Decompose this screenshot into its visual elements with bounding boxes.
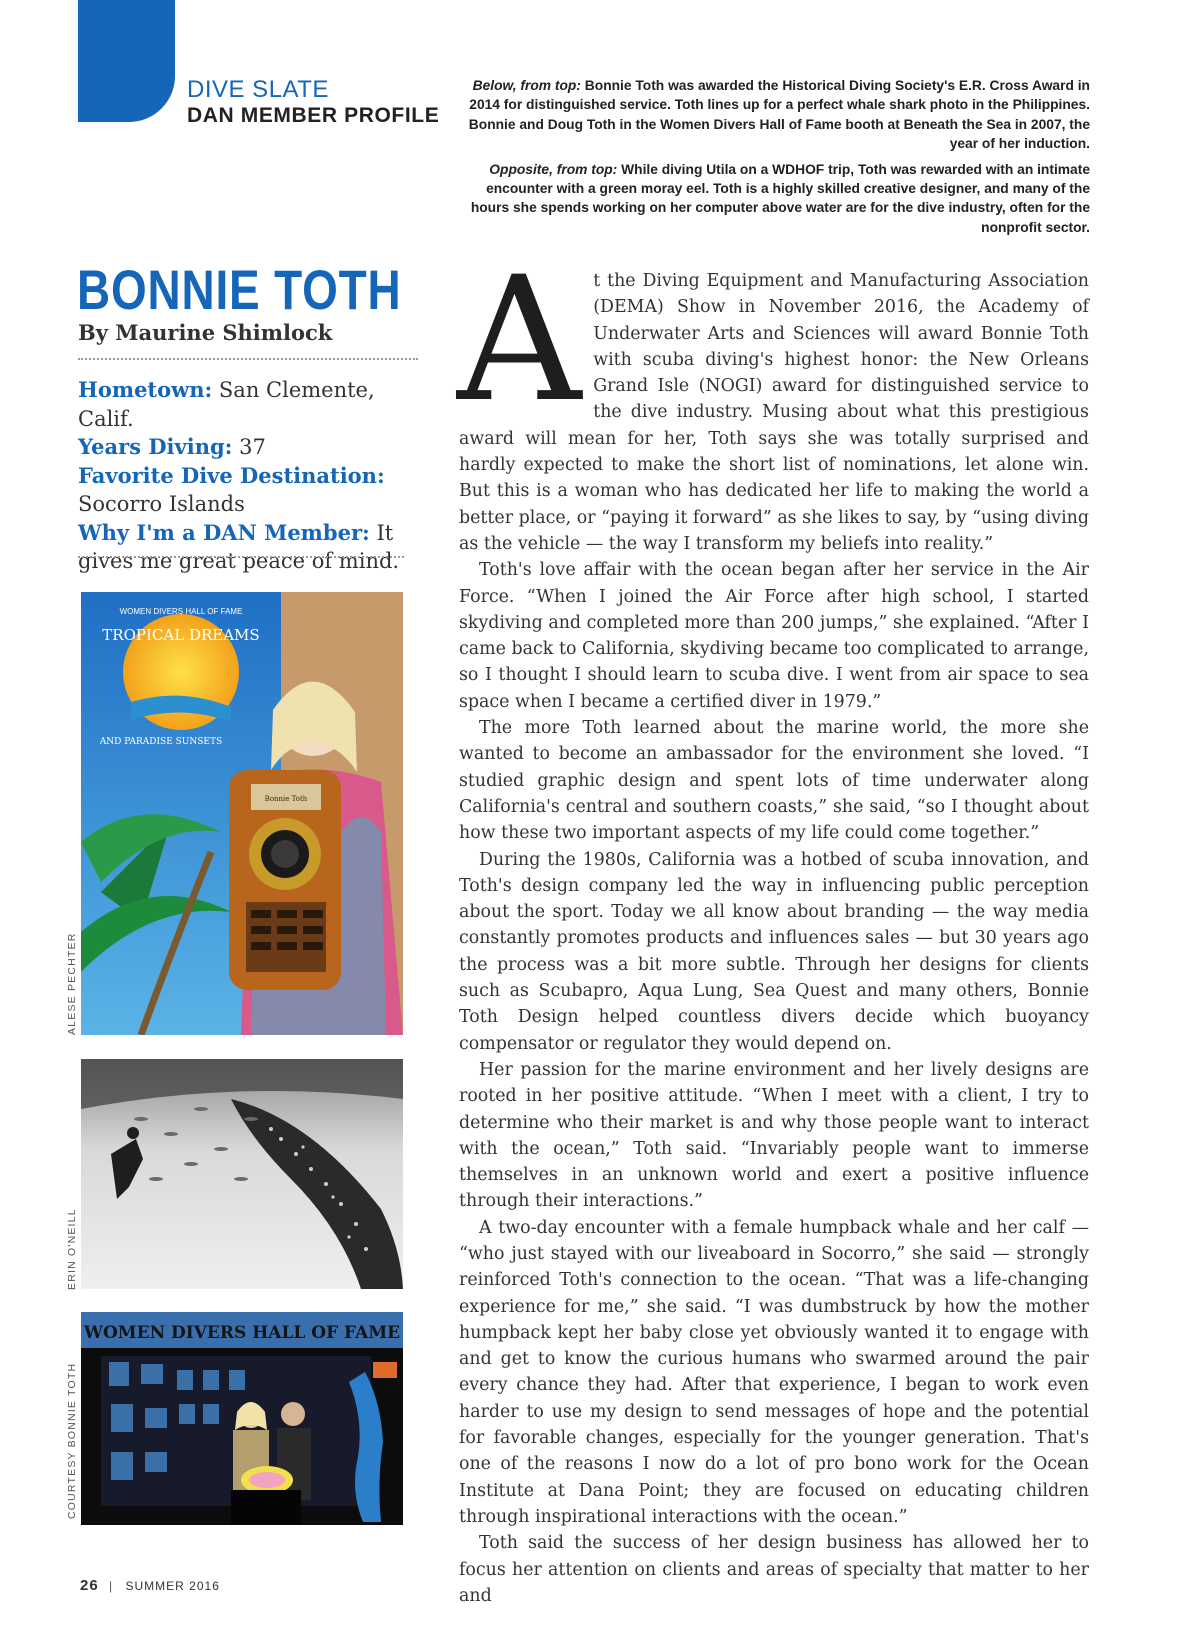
article-paragraph: During the 1980s, California was a hotbed of scuba innovation, and Toth's design company led the way in influencing public perception about the sport. Today we all know about branding — the way media constantly promotes products and influences sales — but 30 years ago the process was a bit more subtle. Through her designs for clients such as Scubapro, Aqua Lung, Sea Quest and many others, Bonnie Toth Design helped countless divers decide which buoyancy compensator or regulator they would depend on. — [459, 849, 1089, 1054]
banner-sub-text: AND PARADISE SUNSETS — [99, 737, 223, 747]
divider-bottom — [78, 556, 404, 558]
divider-top — [78, 358, 418, 360]
fact-years-diving — [78, 433, 413, 462]
byline: By Maurine Shimlock — [78, 320, 333, 345]
caption-opposite-lead: Opposite, from top: — [489, 161, 618, 177]
photo-booth-image — [81, 1312, 403, 1525]
section-color-tab — [78, 0, 175, 122]
issue-label: SUMMER 2016 — [125, 1579, 220, 1593]
fact-value: It gives me great peace of mind. — [78, 520, 400, 573]
fact-favorite-destination — [78, 462, 413, 519]
caption-below-text: Bonnie Toth was awarded the Historical Diving Society's E.R. Cross Award in 2014 for distinguished service. Toth lines up for a perfect whale shark photo in the Philippines. Bonnie and Doug Toth in the Women Divers Hall of Fame booth at Beneath the Sea in 2007, the year of her induction. — [468, 78, 1090, 152]
caption-below-lead: Below, from top: — [472, 78, 581, 93]
photo-award — [81, 592, 403, 1035]
booth-banner-text: WOMEN DIVERS HALL OF FAME — [83, 1323, 401, 1343]
fact-label: Hometown: — [78, 377, 213, 402]
fact-value: 37 — [239, 435, 266, 459]
article-paragraph: A two-day encounter with a female humpback whale and her calf — “who just stayed with our liveaboard in Socorro,” she said — strongly reinforced Toth's connection to the ocean. “That was a life-changing experience for me,” she said. “I was dumbstruck by how the mother humpback kept her baby close yet obviously wanted it to engage with and get to know the curious humans who swarmed around the pair every chance they had. After that experience, I began to work even harder to use my design to send messages of hope and the potential for favorable changes, especially for the younger generation. That's one of the reasons I now do a lot of pro bono work for the Ocean Institute at Dana Point; they are focused on educating children through inspirational interactions with the ocean.” — [459, 1217, 1089, 1527]
fact-why-member — [78, 519, 413, 576]
caption-below — [455, 76, 1090, 154]
fact-label: Favorite Dive Destination: — [78, 462, 385, 488]
page-number: 26 — [80, 1577, 99, 1594]
caption-opposite — [455, 160, 1090, 238]
article-paragraph: Toth said the success of her design business has allowed her to focus her attention on clients and areas of specialty that matter to her and — [459, 1533, 1089, 1606]
footer-separator: | — [109, 1579, 114, 1593]
caption-opposite-text: While diving Utila on a WDHOF trip, Toth was rewarded with an intimate encounter with a green moray eel. Toth is a highly skilled creative designer, and many of the hours she spends working on her computer above water are for the dive industry, often for the nonprofit sector. — [470, 161, 1090, 235]
profile-facts — [78, 376, 413, 576]
fact-value: San Clemente, Calif. — [78, 378, 375, 431]
photo-whale-shark — [81, 1059, 403, 1289]
plaque-text: Bonnie Toth — [264, 795, 308, 803]
page-footer — [80, 1577, 220, 1594]
photo-whale-shark-image — [81, 1059, 403, 1289]
article-paragraph: t the Diving Equipment and Manufacturing Association (DEMA) Show in November 2016, the Academy of Underwater Arts and Sciences will award Bonnie Toth with scuba diving's highest honor: the New Orleans Grand Isle (NOGI) award for distinguished service to the dive industry. Musing about what this prestigious award will mean for her, Toth says she was totally surprised and hardly expected to make the short list of nominations, let alone win. But this is a woman who has dedicated her life to making the world a better place, or “paying it forward” as she likes to say, by “using diving as the vehicle — the way I transform my beliefs into reality.” — [459, 271, 1089, 554]
fact-hometown — [78, 376, 413, 433]
fact-value: Socorro Islands — [78, 492, 245, 516]
fact-label: Years Diving: — [78, 434, 233, 459]
photo-credit-3: COURTESY BONNIE TOTH — [66, 1362, 78, 1519]
article-paragraph: Her passion for the marine environment and her lively designs are rooted in her positive attitude. “When I meet with a client, I try to determine who their market is and why those people want to interact with the ocean,” Toth said. “Invariably people want to immerse themselves in an unknown world and exert a positive influence through their interactions.” — [459, 1059, 1089, 1212]
photo-award-image — [81, 592, 403, 1035]
article-body — [457, 239, 1089, 1609]
banner-top-text: WOMEN DIVERS HALL OF FAME — [119, 607, 243, 616]
photo-credit-1: ALESE PECHTER — [66, 932, 78, 1035]
article-paragraph: The more Toth learned about the marine world, the more she wanted to become an ambassador for the environment she loved. “I studied graphic design and spent lots of time underwater along California's central and southern coasts,” she said, “so I thought about how these two important aspects of my life could come together.” — [459, 718, 1089, 844]
banner-main-text: TROPICAL DREAMS — [102, 626, 260, 644]
section-title: DAN MEMBER PROFILE — [187, 104, 440, 127]
photo-captions — [455, 76, 1090, 243]
fact-label: Why I'm a DAN Member: — [78, 519, 370, 545]
article-paragraph: Toth's love affair with the ocean began after her service in the Air Force. “When I joined the Air Force after high school, I started skydiving and completed more than 200 jumps,” she explained. “After I came back to California, skydiving became too complicated to arrange, so I thought I should learn to scuba dive. I went from air space to sea space when I became a certified diver in 1979.” — [459, 560, 1089, 712]
photo-booth — [81, 1312, 403, 1525]
drop-cap: A — [457, 239, 582, 440]
section-kicker: DIVE SLATE — [187, 76, 329, 103]
profile-name: BONNIE TOTH — [77, 258, 402, 321]
photo-credit-2: ERIN O'NEILL — [66, 1208, 78, 1290]
